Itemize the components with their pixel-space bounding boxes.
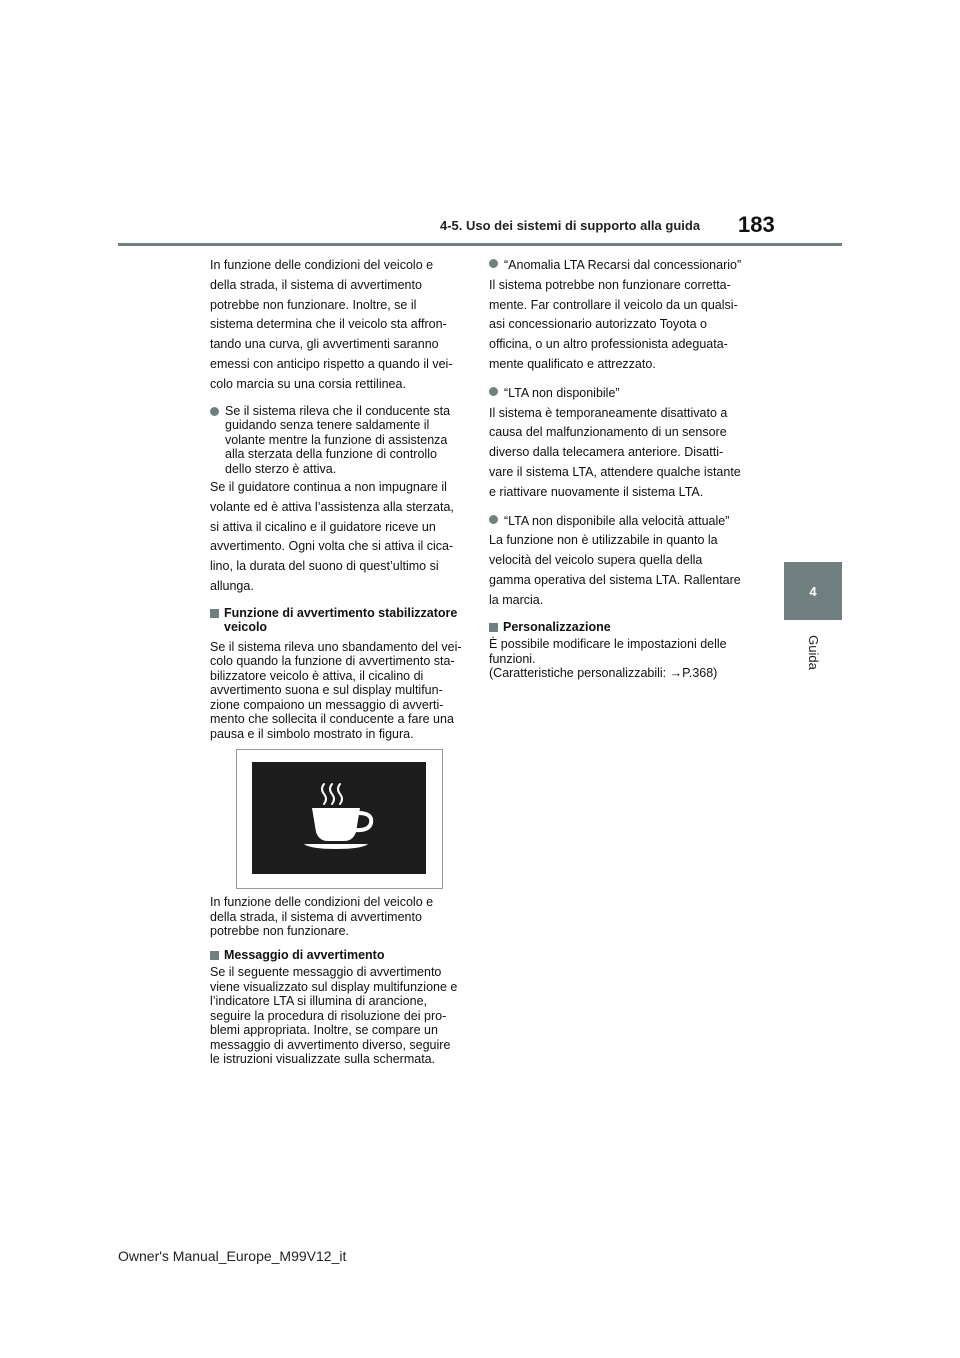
body-line: diverso dalla telecamera anteriore. Disatti- xyxy=(489,445,724,460)
body-line: avvertimento. Ogni volta che si attiva il cica- xyxy=(210,539,454,554)
display-screen xyxy=(252,762,426,874)
body-line: Se il seguente messaggio di avvertimento xyxy=(210,965,442,980)
bullet-dot-icon xyxy=(489,515,498,524)
figure-note xyxy=(210,895,468,939)
bullet-lta-unavailable-speed-body xyxy=(489,531,755,610)
section-heading-warning-message xyxy=(210,948,468,963)
intro-line: colo marcia su una corsia rettilinea. xyxy=(210,376,406,391)
body-line: seguire la procedura di risoluzione dei pro- xyxy=(210,1008,447,1023)
header-section-title: 4-5. Uso dei sistemi di supporto alla guida xyxy=(440,218,701,233)
bullet-line: Se il sistema rileva che il conducente sta xyxy=(225,403,451,418)
section-square-icon xyxy=(210,951,219,960)
bullet-dot-icon xyxy=(489,387,498,396)
body-line: officina, o un altro professionista adeguata- xyxy=(489,337,728,352)
section-square-icon xyxy=(210,609,219,618)
body-line: e riattivare nuovamente il sistema LTA. xyxy=(489,484,704,499)
body-line: Se il guidatore continua a non impugnare il xyxy=(210,480,447,495)
bullet-title: “LTA non disponibile” xyxy=(504,385,620,400)
section-title-line: Messaggio di avvertimento xyxy=(224,947,385,962)
left-column xyxy=(210,256,468,1067)
body-line: avvertimento suona e sul display multifun- xyxy=(210,683,443,698)
intro-line: emessi con anticipo rispetto a quando il vei- xyxy=(210,356,453,371)
body-line: mente. Far controllare il veicolo da un qualsi- xyxy=(489,297,738,312)
chapter-label-text: Guida xyxy=(805,634,821,670)
body-line: In funzione delle condizioni del veicolo e xyxy=(210,895,434,910)
body-line: asi concessionario autorizzato Toyota o xyxy=(489,317,707,332)
body-line: viene visualizzato sul display multifunzione e xyxy=(210,979,458,994)
header-rule xyxy=(118,243,842,246)
body-line: causa del malfunzionamento di un sensore xyxy=(489,425,727,440)
bullet-lta-unavailable xyxy=(489,384,755,404)
intro-line: In funzione delle condizioni del veicolo e xyxy=(210,258,434,272)
bullet-line: volante mentre la funzione di assistenza xyxy=(225,432,448,447)
body-line: colo quando la funzione di avvertimento sta- xyxy=(210,654,455,669)
bullet-lta-malfunction xyxy=(489,256,755,276)
section-body-stabilizer xyxy=(210,640,468,742)
coffee-cup-icon xyxy=(252,762,426,874)
bullet-lta-unavailable-body xyxy=(489,404,755,503)
body-line: la marcia. xyxy=(489,592,544,607)
body-line: vare il sistema LTA, attendere qualche istante xyxy=(489,464,741,479)
section-title-line: Personalizzazione xyxy=(503,619,611,634)
body-line: volante ed è attiva l’assistenza alla sterzata, xyxy=(210,499,454,514)
body-line: blemi appropriata. Inoltre, se compare un xyxy=(210,1023,438,1038)
section-body-personalization xyxy=(489,637,755,681)
body-line: pausa e il simbolo mostrato in figura. xyxy=(210,726,414,741)
bullet-line: alla sterzata della funzione di controllo xyxy=(225,447,437,462)
intro-line: sistema determina che il veicolo sta affron- xyxy=(210,317,447,332)
body-line: Se il sistema rileva uno sbandamento del vei- xyxy=(210,639,462,654)
section-heading-personalization xyxy=(489,620,755,635)
body-line: mento che sollecita il conducente a fare una xyxy=(210,712,454,727)
chapter-label xyxy=(781,632,845,672)
body-line: allunga. xyxy=(210,579,254,594)
bullet-lta-unavailable-speed xyxy=(489,512,755,532)
body-line: Il sistema è temporaneamente disattivato a xyxy=(489,405,728,420)
body-line: La funzione non è utilizzabile in quanto la xyxy=(489,533,718,548)
intro-line: potrebbe non funzionare. Inoltre, se il xyxy=(210,297,417,312)
footer-manual-id: Owner's Manual_Europe_M99V12_it xyxy=(118,1248,347,1264)
body-line: gamma operativa del sistema LTA. Rallentare xyxy=(489,572,741,587)
body-line: velocità del veicolo supera quella della xyxy=(489,553,703,568)
body-line: messaggio di avvertimento diverso, seguire xyxy=(210,1037,451,1052)
body-line: È possibile modificare le impostazioni delle xyxy=(489,637,727,652)
body-line: funzioni. xyxy=(489,651,536,666)
section-body-warning-message xyxy=(210,965,468,1067)
body-line: l’indicatore LTA si illumina di arancione, xyxy=(210,994,428,1009)
bullet-title: “LTA non disponibile alla velocità attuale” xyxy=(504,513,730,528)
intro-line: della strada, il sistema di avvertimento xyxy=(210,277,422,292)
intro-line: tando una curva, gli avvertimenti saranno xyxy=(210,337,439,352)
bullet-dot-icon xyxy=(489,259,498,268)
bullet-lta-malfunction-body xyxy=(489,276,755,375)
bullet-hands-off-wheel xyxy=(210,404,468,477)
body-line: le istruzioni visualizzate sulla schermata. xyxy=(210,1052,436,1067)
bullet-title: “Anomalia LTA Recarsi dal concessionario” xyxy=(504,258,742,272)
right-column xyxy=(489,256,755,681)
body-line: potrebbe non funzionare. xyxy=(210,924,349,939)
body-line: lino, la durata del suono di quest’ultimo si xyxy=(210,559,439,574)
section-title-line: veicolo xyxy=(224,620,268,635)
bullet-line: dello sterzo è attiva. xyxy=(225,461,337,476)
body-line: della strada, il sistema di avvertimento xyxy=(210,909,422,924)
body-line: mente qualificato e attrezzato. xyxy=(489,356,656,371)
body-line: si attiva il cicalino e il guidatore riceve un xyxy=(210,519,436,534)
intro-paragraph xyxy=(210,256,468,395)
body-line: Il sistema potrebbe non funzionare corretta- xyxy=(489,277,731,292)
section-heading-stabilizer xyxy=(210,606,468,635)
section-square-icon xyxy=(489,623,498,632)
section-title-line: Funzione di avvertimento stabilizzatore xyxy=(224,605,458,620)
bullet-line: guidando senza tenere saldamente il xyxy=(225,418,430,433)
page-number: 183 xyxy=(738,212,775,237)
bullet-follow-paragraph xyxy=(210,478,468,597)
body-line: zione compaiono un messaggio di avverti- xyxy=(210,697,444,712)
chapter-tab: 4 xyxy=(784,562,842,620)
figure-frame xyxy=(236,749,443,889)
page-reference-line: (Caratteristiche personalizzabili: →P.368) xyxy=(489,666,718,681)
body-line: bilizzatore veicolo è attiva, il cicalino di xyxy=(210,668,424,683)
bullet-dot-icon xyxy=(210,407,219,416)
